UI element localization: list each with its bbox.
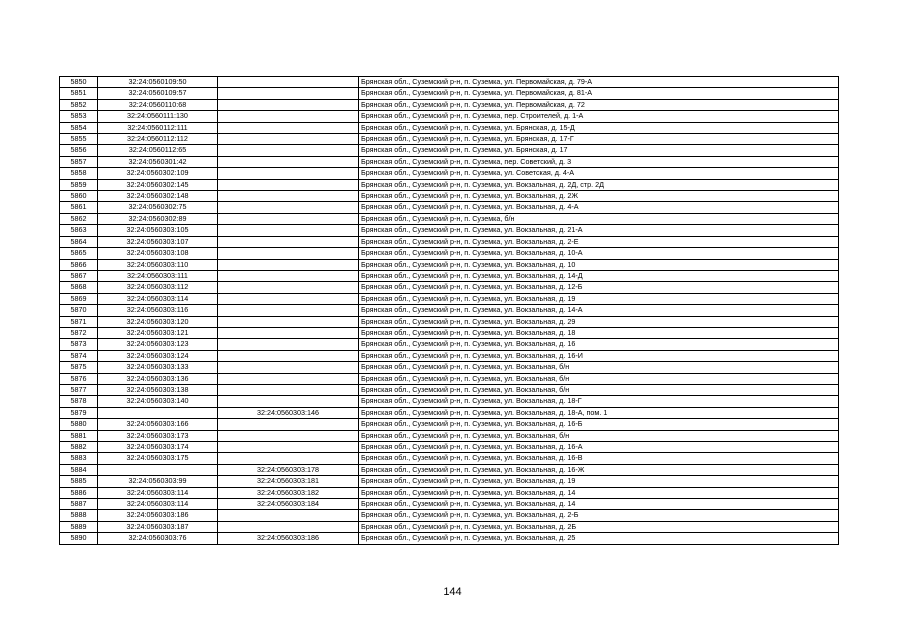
table-row	[60, 499, 839, 510]
row-number-cell: 5855	[60, 134, 98, 145]
table-row	[60, 396, 839, 407]
sub-cadastral-number-cell	[218, 111, 359, 122]
sub-cadastral-number-cell	[218, 510, 359, 521]
table-row	[60, 327, 839, 338]
sub-cadastral-number-cell	[218, 225, 359, 236]
table-row	[60, 384, 839, 395]
sub-cadastral-number-cell	[218, 270, 359, 281]
table-row	[60, 225, 839, 236]
sub-cadastral-number-cell	[218, 305, 359, 316]
address-cell: Брянская обл., Суземский р-н, п. Суземка, ул. Первомайская, д. 81-А	[359, 88, 839, 99]
table-row	[60, 236, 839, 247]
address-cell: Брянская обл., Суземский р-н, п. Суземка, ул. Вокзальная, д. 16-И	[359, 350, 839, 361]
cadastral-number-cell: 32:24:0560303:186	[98, 510, 218, 521]
address-cell: Брянская обл., Суземский р-н, п. Суземка, ул. Вокзальная, д. 21-А	[359, 225, 839, 236]
address-cell: Брянская обл., Суземский р-н, п. Суземка, ул. Брянская, д. 15-Д	[359, 122, 839, 133]
address-cell: Брянская обл., Суземский р-н, п. Суземка, ул. Вокзальная, д. 18-А, пом. 1	[359, 407, 839, 418]
table-row	[60, 521, 839, 532]
table-row	[60, 122, 839, 133]
registry-table-body	[60, 77, 839, 545]
table-row	[60, 305, 839, 316]
cadastral-number-cell: 32:24:0560303:110	[98, 259, 218, 270]
row-number-cell: 5880	[60, 419, 98, 430]
sub-cadastral-number-cell	[218, 156, 359, 167]
address-cell: Брянская обл., Суземский р-н, п. Суземка, ул. Брянская, д. 17	[359, 145, 839, 156]
address-cell: Брянская обл., Суземский р-н, п. Суземка, ул. Вокзальная, д. 29	[359, 316, 839, 327]
address-cell: Брянская обл., Суземский р-н, п. Суземка, пер. Советский, д. 3	[359, 156, 839, 167]
row-number-cell: 5882	[60, 442, 98, 453]
address-cell: Брянская обл., Суземский р-н, п. Суземка, ул. Вокзальная, д. 16-А	[359, 442, 839, 453]
address-cell: Брянская обл., Суземский р-н, п. Суземка, пер. Строителей, д. 1-А	[359, 111, 839, 122]
table-row	[60, 293, 839, 304]
address-cell: Брянская обл., Суземский р-н, п. Суземка, ул. Вокзальная, д. 14	[359, 499, 839, 510]
row-number-cell: 5885	[60, 476, 98, 487]
table-row	[60, 191, 839, 202]
page-number: 144	[443, 586, 462, 598]
cadastral-number-cell: 32:24:0560303:107	[98, 236, 218, 247]
sub-cadastral-number-cell	[218, 248, 359, 259]
address-cell: Брянская обл., Суземский р-н, п. Суземка, ул. Советская, д. 4-А	[359, 168, 839, 179]
address-cell: Брянская обл., Суземский р-н, п. Суземка, ул. Вокзальная, д. 2Ж	[359, 191, 839, 202]
row-number-cell: 5870	[60, 305, 98, 316]
sub-cadastral-number-cell	[218, 453, 359, 464]
address-cell: Брянская обл., Суземский р-н, п. Суземка, ул. Вокзальная, б/н	[359, 384, 839, 395]
table-row	[60, 419, 839, 430]
sub-cadastral-number-cell: 32:24:0560303:146	[218, 407, 359, 418]
sub-cadastral-number-cell	[218, 293, 359, 304]
sub-cadastral-number-cell	[218, 350, 359, 361]
row-number-cell: 5888	[60, 510, 98, 521]
address-cell: Брянская обл., Суземский р-н, п. Суземка, ул. Вокзальная, д. 19	[359, 293, 839, 304]
row-number-cell: 5876	[60, 373, 98, 384]
cadastral-number-cell: 32:24:0560303:175	[98, 453, 218, 464]
row-number-cell: 5856	[60, 145, 98, 156]
sub-cadastral-number-cell	[218, 282, 359, 293]
row-number-cell: 5867	[60, 270, 98, 281]
table-row	[60, 156, 839, 167]
cadastral-number-cell	[98, 464, 218, 475]
row-number-cell: 5860	[60, 191, 98, 202]
cadastral-number-cell: 32:24:0560303:112	[98, 282, 218, 293]
row-number-cell: 5858	[60, 168, 98, 179]
cadastral-number-cell: 32:24:0560302:109	[98, 168, 218, 179]
cadastral-number-cell: 32:24:0560303:108	[98, 248, 218, 259]
cadastral-number-cell: 32:24:0560301:42	[98, 156, 218, 167]
row-number-cell: 5884	[60, 464, 98, 475]
cadastral-number-cell: 32:24:0560303:140	[98, 396, 218, 407]
cadastral-number-cell: 32:24:0560112:65	[98, 145, 218, 156]
row-number-cell: 5878	[60, 396, 98, 407]
table-row	[60, 442, 839, 453]
sub-cadastral-number-cell	[218, 396, 359, 407]
sub-cadastral-number-cell: 32:24:0560303:186	[218, 533, 359, 544]
row-number-cell: 5863	[60, 225, 98, 236]
table-row	[60, 476, 839, 487]
cadastral-number-cell: 32:24:0560303:116	[98, 305, 218, 316]
cadastral-number-cell: 32:24:0560302:148	[98, 191, 218, 202]
table-row	[60, 339, 839, 350]
row-number-cell: 5874	[60, 350, 98, 361]
cadastral-number-cell: 32:24:0560303:136	[98, 373, 218, 384]
row-number-cell: 5861	[60, 202, 98, 213]
table-row	[60, 430, 839, 441]
table-row	[60, 111, 839, 122]
address-cell: Брянская обл., Суземский р-н, п. Суземка, ул. Вокзальная, д. 18-Г	[359, 396, 839, 407]
cadastral-number-cell: 32:24:0560303:133	[98, 362, 218, 373]
sub-cadastral-number-cell	[218, 88, 359, 99]
address-cell: Брянская обл., Суземский р-н, п. Суземка, ул. Вокзальная, д. 18	[359, 327, 839, 338]
table-row	[60, 407, 839, 418]
sub-cadastral-number-cell	[218, 442, 359, 453]
sub-cadastral-number-cell: 32:24:0560303:178	[218, 464, 359, 475]
cadastral-number-cell: 32:24:0560303:114	[98, 487, 218, 498]
row-number-cell: 5869	[60, 293, 98, 304]
table-row	[60, 362, 839, 373]
cadastral-number-cell: 32:24:0560303:138	[98, 384, 218, 395]
row-number-cell: 5889	[60, 521, 98, 532]
row-number-cell: 5862	[60, 213, 98, 224]
cadastral-number-cell: 32:24:0560303:76	[98, 533, 218, 544]
cadastral-number-cell: 32:24:0560303:111	[98, 270, 218, 281]
sub-cadastral-number-cell: 32:24:0560303:181	[218, 476, 359, 487]
sub-cadastral-number-cell	[218, 122, 359, 133]
cadastral-number-cell: 32:24:0560303:105	[98, 225, 218, 236]
row-number-cell: 5883	[60, 453, 98, 464]
cadastral-number-cell: 32:24:0560111:130	[98, 111, 218, 122]
address-cell: Брянская обл., Суземский р-н, п. Суземка, ул. Вокзальная, д. 25	[359, 533, 839, 544]
cadastral-number-cell: 32:24:0560303:114	[98, 499, 218, 510]
sub-cadastral-number-cell	[218, 179, 359, 190]
table-row	[60, 77, 839, 88]
sub-cadastral-number-cell: 32:24:0560303:182	[218, 487, 359, 498]
cadastral-number-cell: 32:24:0560303:174	[98, 442, 218, 453]
cadastral-number-cell: 32:24:0560112:112	[98, 134, 218, 145]
row-number-cell: 5881	[60, 430, 98, 441]
row-number-cell: 5854	[60, 122, 98, 133]
sub-cadastral-number-cell	[218, 145, 359, 156]
address-cell: Брянская обл., Суземский р-н, п. Суземка, ул. Вокзальная, б/н	[359, 362, 839, 373]
row-number-cell: 5879	[60, 407, 98, 418]
cadastral-number-cell: 32:24:0560303:99	[98, 476, 218, 487]
address-cell: Брянская обл., Суземский р-н, п. Суземка, ул. Вокзальная, д. 2-Б	[359, 510, 839, 521]
row-number-cell: 5886	[60, 487, 98, 498]
cadastral-number-cell: 32:24:0560302:75	[98, 202, 218, 213]
address-cell: Брянская обл., Суземский р-н, п. Суземка, ул. Вокзальная, б/н	[359, 373, 839, 384]
address-cell: Брянская обл., Суземский р-н, п. Суземка, ул. Вокзальная, д. 16-Б	[359, 419, 839, 430]
cadastral-number-cell: 32:24:0560303:124	[98, 350, 218, 361]
sub-cadastral-number-cell	[218, 521, 359, 532]
address-cell: Брянская обл., Суземский р-н, п. Суземка, ул. Вокзальная, д. 19	[359, 476, 839, 487]
cadastral-number-cell	[98, 407, 218, 418]
table-row	[60, 350, 839, 361]
address-cell: Брянская обл., Суземский р-н, п. Суземка, ул. Брянская, д. 17-Г	[359, 134, 839, 145]
address-cell: Брянская обл., Суземский р-н, п. Суземка, ул. Вокзальная, д. 14	[359, 487, 839, 498]
table-row	[60, 270, 839, 281]
sub-cadastral-number-cell	[218, 213, 359, 224]
address-cell: Брянская обл., Суземский р-н, п. Суземка, ул. Вокзальная, д. 16-Ж	[359, 464, 839, 475]
cadastral-number-cell: 32:24:0560303:173	[98, 430, 218, 441]
address-cell: Брянская обл., Суземский р-н, п. Суземка, ул. Вокзальная, д. 14-Д	[359, 270, 839, 281]
address-cell: Брянская обл., Суземский р-н, п. Суземка, ул. Вокзальная, б/н	[359, 430, 839, 441]
table-row	[60, 316, 839, 327]
sub-cadastral-number-cell	[218, 419, 359, 430]
address-cell: Брянская обл., Суземский р-н, п. Суземка, ул. Вокзальная, д. 2-Е	[359, 236, 839, 247]
address-cell: Брянская обл., Суземский р-н, п. Суземка, ул. Вокзальная, д. 12-Б	[359, 282, 839, 293]
cadastral-number-cell: 32:24:0560302:145	[98, 179, 218, 190]
sub-cadastral-number-cell	[218, 168, 359, 179]
row-number-cell: 5873	[60, 339, 98, 350]
address-cell: Брянская обл., Суземский р-н, п. Суземка, ул. Первомайская, д. 72	[359, 99, 839, 110]
table-row	[60, 282, 839, 293]
table-row	[60, 134, 839, 145]
table-row	[60, 99, 839, 110]
cadastral-number-cell: 32:24:0560110:68	[98, 99, 218, 110]
table-row	[60, 373, 839, 384]
sub-cadastral-number-cell	[218, 339, 359, 350]
cadastral-number-cell: 32:24:0560303:120	[98, 316, 218, 327]
row-number-cell: 5857	[60, 156, 98, 167]
address-cell: Брянская обл., Суземский р-н, п. Суземка, ул. Первомайская, д. 79-А	[359, 77, 839, 88]
sub-cadastral-number-cell: 32:24:0560303:184	[218, 499, 359, 510]
address-cell: Брянская обл., Суземский р-н, п. Суземка, ул. Вокзальная, д. 4-А	[359, 202, 839, 213]
row-number-cell: 5851	[60, 88, 98, 99]
cadastral-number-cell: 32:24:0560303:121	[98, 327, 218, 338]
sub-cadastral-number-cell	[218, 259, 359, 270]
table-row	[60, 259, 839, 270]
table-row	[60, 248, 839, 259]
row-number-cell: 5872	[60, 327, 98, 338]
table-row	[60, 168, 839, 179]
row-number-cell: 5868	[60, 282, 98, 293]
address-cell: Брянская обл., Суземский р-н, п. Суземка, ул. Вокзальная, д. 14-А	[359, 305, 839, 316]
table-row	[60, 213, 839, 224]
row-number-cell: 5852	[60, 99, 98, 110]
table-row	[60, 202, 839, 213]
cadastral-number-cell: 32:24:0560303:123	[98, 339, 218, 350]
row-number-cell: 5877	[60, 384, 98, 395]
table-row	[60, 464, 839, 475]
cadastral-number-cell: 32:24:0560302:89	[98, 213, 218, 224]
cadastral-number-cell: 32:24:0560303:114	[98, 293, 218, 304]
sub-cadastral-number-cell	[218, 134, 359, 145]
row-number-cell: 5864	[60, 236, 98, 247]
table-row	[60, 179, 839, 190]
sub-cadastral-number-cell	[218, 384, 359, 395]
row-number-cell: 5890	[60, 533, 98, 544]
sub-cadastral-number-cell	[218, 77, 359, 88]
cadastral-number-cell: 32:24:0560303:187	[98, 521, 218, 532]
address-cell: Брянская обл., Суземский р-н, п. Суземка, ул. Вокзальная, д. 16	[359, 339, 839, 350]
table-row	[60, 453, 839, 464]
row-number-cell: 5866	[60, 259, 98, 270]
cadastral-number-cell: 32:24:0560109:57	[98, 88, 218, 99]
sub-cadastral-number-cell	[218, 191, 359, 202]
row-number-cell: 5887	[60, 499, 98, 510]
registry-table	[59, 76, 839, 545]
sub-cadastral-number-cell	[218, 362, 359, 373]
sub-cadastral-number-cell	[218, 327, 359, 338]
cadastral-number-cell: 32:24:0560303:166	[98, 419, 218, 430]
address-cell: Брянская обл., Суземский р-н, п. Суземка, ул. Вокзальная, д. 10-А	[359, 248, 839, 259]
address-cell: Брянская обл., Суземский р-н, п. Суземка, ул. Вокзальная, д. 10	[359, 259, 839, 270]
row-number-cell: 5859	[60, 179, 98, 190]
row-number-cell: 5850	[60, 77, 98, 88]
sub-cadastral-number-cell	[218, 430, 359, 441]
row-number-cell: 5865	[60, 248, 98, 259]
sub-cadastral-number-cell	[218, 99, 359, 110]
cadastral-number-cell: 32:24:0560109:50	[98, 77, 218, 88]
sub-cadastral-number-cell	[218, 316, 359, 327]
row-number-cell: 5875	[60, 362, 98, 373]
sub-cadastral-number-cell	[218, 202, 359, 213]
sub-cadastral-number-cell	[218, 236, 359, 247]
address-cell: Брянская обл., Суземский р-н, п. Суземка, ул. Вокзальная, д. 2Б	[359, 521, 839, 532]
sub-cadastral-number-cell	[218, 373, 359, 384]
table-row	[60, 510, 839, 521]
address-cell: Брянская обл., Суземский р-н, п. Суземка, ул. Вокзальная, д. 16-В	[359, 453, 839, 464]
address-cell: Брянская обл., Суземский р-н, п. Суземка, ул. Вокзальная, д. 2Д, стр. 2Д	[359, 179, 839, 190]
table-row	[60, 533, 839, 544]
address-cell: Брянская обл., Суземский р-н, п. Суземка, б/н	[359, 213, 839, 224]
table-row	[60, 487, 839, 498]
row-number-cell: 5871	[60, 316, 98, 327]
row-number-cell: 5853	[60, 111, 98, 122]
table-row	[60, 88, 839, 99]
cadastral-number-cell: 32:24:0560112:111	[98, 122, 218, 133]
table-row	[60, 145, 839, 156]
